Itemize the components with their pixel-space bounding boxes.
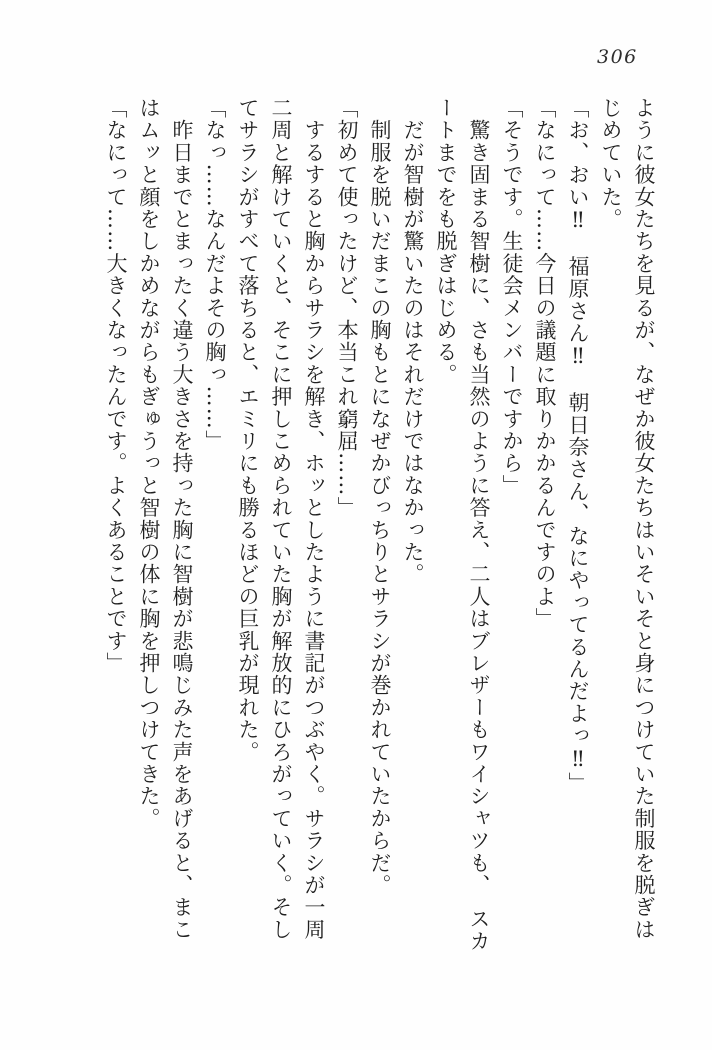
- page-number: 306: [597, 46, 638, 68]
- text-column: だが智樹が驚いたのはそれだけではなかった。: [401, 97, 425, 586]
- text-block: [99, 97, 660, 965]
- text-column: するすると胸からサラシを解き、ホッとしたように書記がつぶやく。サラシが一周: [302, 97, 326, 941]
- text-column: 「なにって……大きくなったんです。よくあることです」: [104, 97, 128, 675]
- text-column: 「なっ……なんだよその胸っ……」: [203, 97, 227, 453]
- text-column: 昨日までとまったく違う大きさを持った胸に智樹が悲鳴じみた声をあげると、まこ: [170, 97, 194, 941]
- text-column: 「なにって……今日の議題に取りかかるんですのよ」: [533, 97, 557, 630]
- text-column: てサラシがすべて落ちると、エミリにも勝るほどの巨乳が現れた。: [236, 97, 260, 763]
- text-column: 「お、おい‼ 福原さん‼ 朝日奈さん、なにやってるんだよっ‼」: [566, 97, 590, 795]
- text-column: 二周と解けていくと、そこに押しこめられていた胸が解放的にひろがっていく。そし: [269, 97, 293, 941]
- text-column: じめていた。: [599, 97, 623, 231]
- text-column: 「初めて使ったけど、本当これ窮屈……」: [335, 97, 359, 519]
- text-column: 「そうです。生徒会メンバーですから」: [500, 97, 524, 497]
- text-column: 驚き固まる智樹に、さも当然のように答え、二人はブレザーもワイシャツも、 スカ: [467, 97, 491, 953]
- text-column: 制服を脱いだまこの胸もとになぜかびっちりとサラシが巻かれていたからだ。: [368, 97, 392, 897]
- text-column: はムッと顔をしかめながらもぎゅうっと智樹の体に胸を押しつけてきた。: [137, 97, 161, 830]
- text-column: ように彼女たちを見るが、なぜか彼女たちはいそいそと身につけていた制服を脱ぎは: [632, 97, 656, 941]
- text-column: ートまでをも脱ぎはじめる。: [434, 97, 458, 386]
